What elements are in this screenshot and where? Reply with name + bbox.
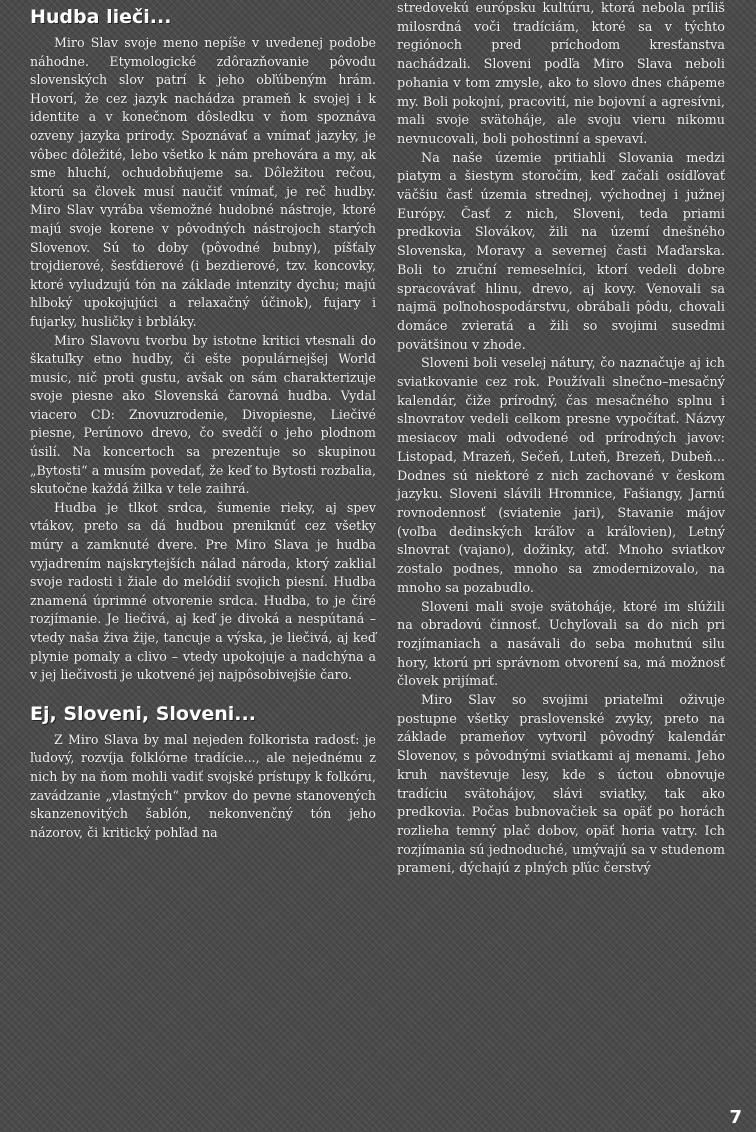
article-paragraph: Hudba je tlkot srdca, šumenie rieky, aj spev vtákov, preto sa dá hudbou preniknúť cez všetky múry a zamknuté dvere. Pre Miro Slava je hudba vyjadrením najskrytejších nálad národa, ktorý zaklial svoje radosti i žiale do melódií svojich piesní. Hudba znamená úprimné otvorenie srdca. Hudba, to je čiré rozjímanie. Je liečivá, aj keď je divoká a nespútaná – vtedy naša živa žije, tancuje a výska, je liečivá, aj keď plynie pomaly a clivo – vtedy upokojuje a nadchýna a v jej liečivosti je ukotvené jej najpôsobivejšie čaro. <box>30 499 376 683</box>
article-paragraph: Sloveni boli veselej nátury, čo naznačuje aj ich sviatkovanie cez rok. Používali slnečno–mesačný kalendár, čiže prírodný, čas mesačného splnu i slnovratov vedeli celkom presne vypočítať. Názvy mesiacov mali odvodené od prírodných javov: Listopad, Mrazeň, Sečeň, Luteň, Brezeň, Dubeň... Dodnes sú niektoré z nich zachované v českom jazyku. Sloveni slávili Hromnice, Fašiangy, Jarnú rovnodennosť (sviatenie jari), Stavanie májov (voľba dedinských kráľov a kráľovien), Letný slnovrat (vajano), dožinky, atď. Mnoho sviatkov zostalo podnes, mnoho sa zmodernizovalo, na mnoho sa pozabudlo. <box>397 356 725 596</box>
article-paragraph: Miro Slavovu tvorbu by istotne kritici vtesnali do škatuľky etno hudby, či ešte populárnejšej World music, nič proti gustu, avšak on sám charakterizuje svoje piesne ako Slovenská čarovná hudba. Vydal viacero CD: Znovuzrodenie, Divopiesne, Liečivé piesne, Perúnovo drevo, čo svedčí o jeho plodnom úsilí. Na koncertoch sa prezentuje so skupinou „Bytosti“ a musím povedať, že keď to Bytosti rozbalia, skutočne každá žilka v tele zaihrá. <box>30 332 376 497</box>
right-column <box>397 0 725 879</box>
article-paragraph: Na naše územie pritiahli Slovania medzi piatym a šiestym storočím, keď začali osídľovať väčšiu časť územia strednej, východnej i južnej Európy. Časť z nich, Sloveni, teda priami predkovia Slovákov, žili na území dnešného Slovenska, Moravy a severnej časti Maďarska. Boli to zruční remeselníci, ktorí vedeli dobre spracovávať hlinu, drevo, aj kovy. Venovali sa najmä poľnohospodárstvu, obrábali pôdu, chovali domáce zvieratá a žili so svojimi susedmi povätšinou v zhode. <box>397 150 725 353</box>
left-column <box>30 6 376 842</box>
page-number: 7 <box>729 1107 742 1128</box>
section-heading-ej-sloveni: Ej, Sloveni, Sloveni... <box>30 702 256 725</box>
article-paragraph: Z Miro Slava by mal nejeden folkorista radosť: je ľudový, rozvíja folklórne tradície..., ale nejednému z nich by na ňom mohli vadiť svojské prístupy k folkóru, zavádzanie „vlastných“ prvkov do pevne stanovených skanzenovitých šablón, nekonvenčný tón jeho názorov, či kritický pohľad na <box>30 731 377 840</box>
section-heading-hudba-lieci: Hudba lieči... <box>30 6 172 28</box>
article-paragraph: Miro Slav svoje meno nepíše v uvedenej podobe náhodne. Etymologické zdôrazňovanie pôvodu slovenských slov patrí k jeho obľúbeným hrám. Hovorí, že cez jazyk nachádza prameň k svojej i k identite a v konečnom dôsledku v ňom spoznáva ozveny jazyka prírody. Spoznávať a vnímať jazyky, je vôbec dôležité, lebo všetko k nám prehovára a my, ak sme hluchí, ochudobňujeme sa. Dôležitou rečou, ktorú sa človek musí naučiť vnímať, je reč hudby. Miro Slav vyrába všemožné hudobné nástroje, ktoré majú svoje korene v pôvodných nástrojoch starých Slovenov. Sú to doby (pôvodné bubny), píšťaly trojdierové, šesťdierové (i bezdierové, tzv. koncovky, ktoré vyludzujú tón na základe intenzity dychu; majú hlboký upokojujúci a relaxačný účinok), fujary i fujarky, husličky i brbláky. <box>30 35 376 329</box>
article-paragraph-continued: stredovekú európsku kultúru, ktorá nebola príliš milosrdná voči tradíciám, ktoré sa v týchto regiónoch pred príchodom kresťanstva nachádzali. Sloveni podľa Miro Slava neboli pohania v tom zmysle, ako to slovo dnes chápeme my. Boli pokojní, pracovití, nie bojovní a agresívni, mali svoje svätoháje, ale svoju vieru nikomu nevnucovali, boli pohostinní a spevaví. <box>397 1 725 147</box>
article-paragraph: Sloveni mali svoje svätoháje, ktoré im slúžili na obradovú činnosť. Uchyľovali sa do nich pri rozjímaniach a nasávali do seba mohutnú silu hory, ktorú pri správnom otvorení sa, má možnosť človek prijímať. <box>397 599 725 690</box>
article-paragraph: Miro Slav so svojimi priateľmi oživuje postupne všetky praslovenské zvyky, preto na základe prameňov vytvoril pôvodný kalendár Slovenov, s pôvodnými sviatkami aj menami. Jeho kruh navštevuje lesy, kde s úctou obnovuje tradíciu svätohájov, slávi sviatky, tak ako predkovia. Počas bubnovačiek sa opäť po horách rozlieha temný plač dobov, opäť horia vatry. Ich rozjímania sú jednoduché, umývajú sa v studenom prameni, dýchajú z plných pľúc čerstvý <box>397 693 725 877</box>
